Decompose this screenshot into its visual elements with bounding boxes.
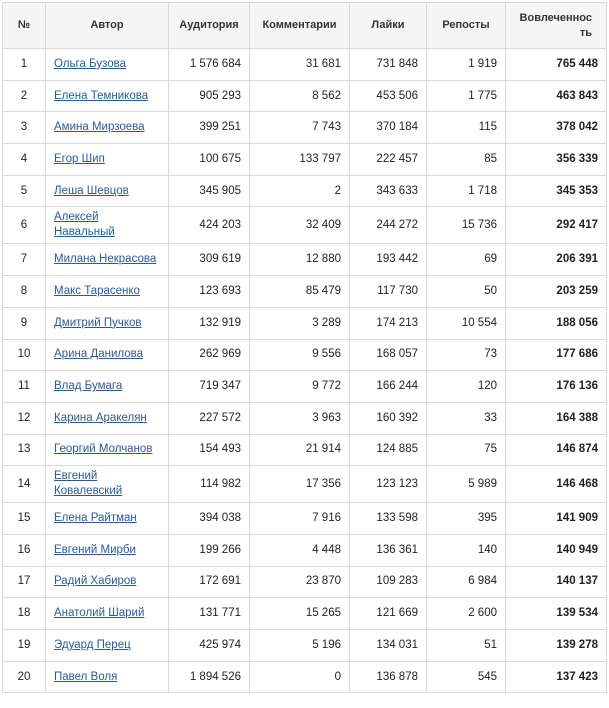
row-comments-cell: 0 xyxy=(250,661,350,693)
row-audience-cell: 394 038 xyxy=(169,503,250,535)
row-reposts-cell: 69 xyxy=(427,244,506,276)
row-num-cell: 2 xyxy=(3,80,46,112)
row-audience-cell: 424 203 xyxy=(169,207,250,244)
row-likes-cell: 136 361 xyxy=(350,534,427,566)
table-row xyxy=(3,598,607,630)
row-engagement-cell: 176 136 xyxy=(506,371,607,403)
author-link[interactable]: Евгений Мирби xyxy=(54,543,136,556)
row-author-cell xyxy=(46,466,169,503)
row-engagement-cell: 188 056 xyxy=(506,307,607,339)
row-author-cell xyxy=(46,598,169,630)
row-engagement-cell: 140 137 xyxy=(506,566,607,598)
header-author: Автор xyxy=(46,3,169,49)
row-reposts-cell: 1 919 xyxy=(427,49,506,81)
row-author-cell xyxy=(46,207,169,244)
row-likes-cell: 133 598 xyxy=(350,503,427,535)
row-engagement-cell: 146 468 xyxy=(506,466,607,503)
row-num-cell: 14 xyxy=(3,466,46,503)
row-comments-cell: 5 196 xyxy=(250,630,350,662)
row-num-cell: 12 xyxy=(3,402,46,434)
table-row xyxy=(3,307,607,339)
row-engagement-cell: 141 909 xyxy=(506,503,607,535)
header-comments: Комментарии xyxy=(250,3,350,49)
row-likes-cell: 117 730 xyxy=(350,276,427,308)
row-likes-cell: 168 057 xyxy=(350,339,427,371)
row-reposts-cell: 120 xyxy=(427,371,506,403)
row-likes-cell: 731 848 xyxy=(350,49,427,81)
table-row xyxy=(3,534,607,566)
row-comments-cell: 4 448 xyxy=(250,534,350,566)
row-reposts-cell: 33 xyxy=(427,402,506,434)
row-audience-cell: 309 619 xyxy=(169,244,250,276)
table-row xyxy=(3,434,607,466)
row-num-cell: 20 xyxy=(3,661,46,693)
row-likes-cell: 193 442 xyxy=(350,244,427,276)
row-comments-cell: 12 880 xyxy=(250,244,350,276)
row-engagement-cell: 139 534 xyxy=(506,598,607,630)
row-author-cell xyxy=(46,276,169,308)
row-reposts-cell: 6 984 xyxy=(427,566,506,598)
row-audience-cell: 1 576 684 xyxy=(169,49,250,81)
row-num-cell: 9 xyxy=(3,307,46,339)
row-engagement-cell: 146 874 xyxy=(506,434,607,466)
author-link[interactable]: Елена Райтман xyxy=(54,512,137,525)
author-link[interactable]: Влад Бумага xyxy=(54,380,123,393)
row-comments-cell: 7 743 xyxy=(250,112,350,144)
row-likes-cell: 244 272 xyxy=(350,207,427,244)
row-num-cell: 1 xyxy=(3,49,46,81)
row-num-cell: 16 xyxy=(3,534,46,566)
row-comments-cell: 17 356 xyxy=(250,466,350,503)
header-audience: Аудитория xyxy=(169,3,250,49)
row-comments-cell: 9 772 xyxy=(250,371,350,403)
table-row xyxy=(3,49,607,81)
row-audience-cell: 154 493 xyxy=(169,434,250,466)
table-header-row xyxy=(3,3,607,49)
author-link[interactable]: Карина Аракелян xyxy=(54,411,147,424)
author-link[interactable]: Егор Шип xyxy=(54,152,105,165)
row-author-cell xyxy=(46,144,169,176)
author-link[interactable]: Милана Некрасова xyxy=(54,253,157,266)
row-audience-cell: 1 894 526 xyxy=(169,661,250,693)
row-likes-cell: 109 283 xyxy=(350,566,427,598)
row-author-cell xyxy=(46,80,169,112)
row-comments-cell: 133 797 xyxy=(250,144,350,176)
row-num-cell: 6 xyxy=(3,207,46,244)
row-likes-cell: 160 392 xyxy=(350,402,427,434)
author-link[interactable]: Анатолий Шарий xyxy=(54,607,145,620)
row-author-cell xyxy=(46,534,169,566)
row-engagement-cell: 137 423 xyxy=(506,661,607,693)
row-likes-cell: 124 885 xyxy=(350,434,427,466)
row-num-cell: 4 xyxy=(3,144,46,176)
row-author-cell xyxy=(46,244,169,276)
row-author-cell xyxy=(46,630,169,662)
table-row xyxy=(3,175,607,207)
row-audience-cell: 719 347 xyxy=(169,371,250,403)
table-row xyxy=(3,244,607,276)
row-comments-cell: 7 916 xyxy=(250,503,350,535)
row-audience-cell: 905 293 xyxy=(169,80,250,112)
row-reposts-cell: 395 xyxy=(427,503,506,535)
row-likes-cell: 453 506 xyxy=(350,80,427,112)
row-author-cell xyxy=(46,566,169,598)
row-author-cell xyxy=(46,503,169,535)
row-reposts-cell: 5 989 xyxy=(427,466,506,503)
table-row xyxy=(3,112,607,144)
author-link[interactable]: Евгений Ковалевский xyxy=(54,470,123,498)
row-num-cell: 10 xyxy=(3,339,46,371)
row-reposts-cell: 10 554 xyxy=(427,307,506,339)
row-likes-cell: 343 633 xyxy=(350,175,427,207)
row-likes-cell: 134 031 xyxy=(350,630,427,662)
row-engagement-cell: 292 417 xyxy=(506,207,607,244)
row-engagement-cell: 345 353 xyxy=(506,175,607,207)
row-reposts-cell: 140 xyxy=(427,534,506,566)
row-likes-cell: 136 878 xyxy=(350,661,427,693)
table-row xyxy=(3,566,607,598)
row-audience-cell: 132 919 xyxy=(169,307,250,339)
row-comments-cell: 3 963 xyxy=(250,402,350,434)
row-reposts-cell: 51 xyxy=(427,630,506,662)
row-comments-cell: 21 914 xyxy=(250,434,350,466)
table-row xyxy=(3,630,607,662)
row-comments-cell: 2 xyxy=(250,175,350,207)
row-comments-cell: 8 562 xyxy=(250,80,350,112)
header-num: № xyxy=(3,3,46,49)
row-engagement-cell: 164 388 xyxy=(506,402,607,434)
row-reposts-cell: 50 xyxy=(427,276,506,308)
header-engagement-line2: ть xyxy=(579,26,592,39)
table-row xyxy=(3,402,607,434)
row-comments-cell: 85 479 xyxy=(250,276,350,308)
row-likes-cell: 174 213 xyxy=(350,307,427,339)
row-num-cell: 7 xyxy=(3,244,46,276)
row-audience-cell: 172 691 xyxy=(169,566,250,598)
row-num-cell: 15 xyxy=(3,503,46,535)
author-link[interactable]: Павел Воля xyxy=(54,670,118,683)
table-row xyxy=(3,144,607,176)
row-reposts-cell: 1 775 xyxy=(427,80,506,112)
row-audience-cell: 345 905 xyxy=(169,175,250,207)
author-link[interactable]: Георгий Молчанов xyxy=(54,443,153,456)
row-engagement-cell: 206 391 xyxy=(506,244,607,276)
row-comments-cell: 31 681 xyxy=(250,49,350,81)
row-reposts-cell: 73 xyxy=(427,339,506,371)
row-engagement-cell: 177 686 xyxy=(506,339,607,371)
row-comments-cell: 15 265 xyxy=(250,598,350,630)
row-reposts-cell: 85 xyxy=(427,144,506,176)
table-row xyxy=(3,466,607,503)
row-author-cell xyxy=(46,112,169,144)
row-comments-cell: 3 289 xyxy=(250,307,350,339)
table-body xyxy=(3,49,607,693)
row-likes-cell: 123 123 xyxy=(350,466,427,503)
row-likes-cell: 370 184 xyxy=(350,112,427,144)
row-author-cell xyxy=(46,434,169,466)
row-author-cell xyxy=(46,339,169,371)
row-author-cell xyxy=(46,49,169,81)
row-num-cell: 19 xyxy=(3,630,46,662)
row-num-cell: 3 xyxy=(3,112,46,144)
authors-ranking-table xyxy=(2,2,607,693)
row-engagement-cell: 463 843 xyxy=(506,80,607,112)
row-num-cell: 8 xyxy=(3,276,46,308)
table-row xyxy=(3,371,607,403)
row-author-cell xyxy=(46,175,169,207)
author-link[interactable]: Эдуард Перец xyxy=(54,638,131,651)
row-audience-cell: 199 266 xyxy=(169,534,250,566)
author-link[interactable]: Леша Шевцов xyxy=(54,184,129,197)
author-link[interactable]: Макс Тарасенко xyxy=(54,284,140,297)
author-link[interactable]: Елена Темникова xyxy=(54,89,149,102)
row-reposts-cell: 545 xyxy=(427,661,506,693)
row-engagement-cell: 139 278 xyxy=(506,630,607,662)
row-author-cell xyxy=(46,661,169,693)
row-comments-cell: 9 556 xyxy=(250,339,350,371)
table-row xyxy=(3,276,607,308)
author-link[interactable]: Ольга Бузова xyxy=(54,57,127,70)
row-reposts-cell: 1 718 xyxy=(427,175,506,207)
row-num-cell: 5 xyxy=(3,175,46,207)
row-author-cell xyxy=(46,307,169,339)
row-engagement-cell: 356 339 xyxy=(506,144,607,176)
row-num-cell: 11 xyxy=(3,371,46,403)
row-num-cell: 13 xyxy=(3,434,46,466)
header-reposts: Репосты xyxy=(427,3,506,49)
author-link[interactable]: Дмитрий Пучков xyxy=(54,316,142,329)
author-link[interactable]: Амина Мирзоева xyxy=(54,121,145,134)
row-audience-cell: 227 572 xyxy=(169,402,250,434)
author-link[interactable]: Алексей Навальный xyxy=(54,211,115,239)
row-engagement-cell: 765 448 xyxy=(506,49,607,81)
row-engagement-cell: 203 259 xyxy=(506,276,607,308)
row-likes-cell: 121 669 xyxy=(350,598,427,630)
table-row xyxy=(3,661,607,693)
table-row xyxy=(3,339,607,371)
row-reposts-cell: 115 xyxy=(427,112,506,144)
row-reposts-cell: 15 736 xyxy=(427,207,506,244)
author-link[interactable]: Арина Данилова xyxy=(54,348,144,361)
row-comments-cell: 32 409 xyxy=(250,207,350,244)
row-author-cell xyxy=(46,402,169,434)
row-reposts-cell: 75 xyxy=(427,434,506,466)
author-link[interactable]: Радий Хабиров xyxy=(54,575,137,588)
row-reposts-cell: 2 600 xyxy=(427,598,506,630)
row-audience-cell: 123 693 xyxy=(169,276,250,308)
row-audience-cell: 131 771 xyxy=(169,598,250,630)
row-audience-cell: 425 974 xyxy=(169,630,250,662)
row-audience-cell: 100 675 xyxy=(169,144,250,176)
row-comments-cell: 23 870 xyxy=(250,566,350,598)
row-author-cell xyxy=(46,371,169,403)
row-likes-cell: 166 244 xyxy=(350,371,427,403)
header-likes: Лайки xyxy=(350,3,427,49)
row-engagement-cell: 378 042 xyxy=(506,112,607,144)
row-num-cell: 17 xyxy=(3,566,46,598)
table-row xyxy=(3,207,607,244)
header-engagement-line1: Вовлеченнос xyxy=(519,11,592,24)
row-audience-cell: 399 251 xyxy=(169,112,250,144)
row-num-cell: 18 xyxy=(3,598,46,630)
table-row xyxy=(3,80,607,112)
row-audience-cell: 114 982 xyxy=(169,466,250,503)
table-row xyxy=(3,503,607,535)
row-audience-cell: 262 969 xyxy=(169,339,250,371)
header-engagement xyxy=(506,3,607,49)
row-engagement-cell: 140 949 xyxy=(506,534,607,566)
row-likes-cell: 222 457 xyxy=(350,144,427,176)
